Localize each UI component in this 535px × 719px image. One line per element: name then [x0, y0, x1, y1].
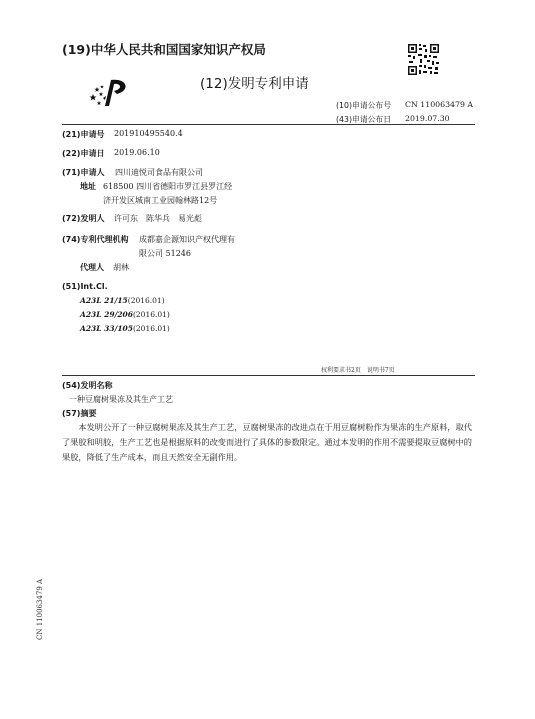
- abstract-text: 本发明公开了一种豆腐树果冻及其生产工艺，豆腐树果冻的改进点在于用豆腐树粉作为果冻的生产原料，取代了果胶和明胶，生产工艺也是根据原料的改变而进行了具体的参数限定。通过本发明的作用不需要提取豆腐树中的果胶，降低了生产成本，而且天然安全无副作用。: [62, 422, 472, 462]
- pub-no-label: (10)申请公布号: [336, 101, 391, 110]
- agent-value: 胡林: [113, 263, 129, 272]
- address-label: 地址: [80, 182, 96, 191]
- inventors-label: (72)发明人: [62, 214, 105, 223]
- address-line-2: 济开发区城南工业园翰林路12号: [103, 196, 218, 205]
- address-line-1: 618500 四川省德阳市罗江县罗江经: [103, 182, 233, 191]
- agency-line-2: 限公司 51246: [139, 249, 191, 258]
- title-label: (54)发明名称: [62, 381, 113, 390]
- agent-label: 代理人: [80, 263, 104, 272]
- invention-title: 一种豆腐树果冻及其生产工艺: [69, 395, 173, 404]
- app-no-label: (21)申请号: [62, 130, 105, 139]
- ipc-entry: A23L 21/15(2016.01): [80, 296, 165, 305]
- pub-date-value: 2019.07.30: [405, 114, 450, 123]
- app-no-value: 201910495540.4: [114, 129, 183, 138]
- applicant-label: (71)申请人: [62, 168, 105, 177]
- filing-date-value: 2019.06.10: [114, 148, 160, 157]
- agency-label: (74)专利代理机构: [62, 235, 129, 244]
- header-divider: [62, 124, 475, 125]
- ipc-entry: A23L 29/206(2016.01): [80, 310, 170, 319]
- int-cl-label: (51)Int.Cl.: [62, 282, 108, 291]
- side-publication-number: CN 110063479 A: [36, 578, 44, 640]
- page-counts: 权利要求书2页 说明书7页: [321, 367, 395, 374]
- inventors-value: 许可东 陈华兵 易光彪: [114, 214, 202, 223]
- section-divider: [62, 375, 475, 376]
- issuing-authority: (19)中华人民共和国国家知识产权局: [62, 42, 266, 57]
- cnipa-logo-icon: [87, 72, 137, 112]
- pub-no-value: CN 110063479 A: [405, 100, 474, 109]
- abstract-label: (57)摘要: [62, 409, 97, 418]
- filing-date-label: (22)申请日: [62, 149, 105, 158]
- pub-date-label: (43)申请公布日: [336, 115, 391, 124]
- applicant-value: 四川迪悦司食品有限公司: [115, 168, 203, 177]
- document-type: (12)发明专利申请: [200, 76, 309, 92]
- agency-line-1: 成都嘉企源知识产权代理有: [139, 235, 235, 244]
- ipc-entry: A23L 33/105(2016.01): [80, 324, 170, 333]
- qr-code-icon: [407, 43, 440, 76]
